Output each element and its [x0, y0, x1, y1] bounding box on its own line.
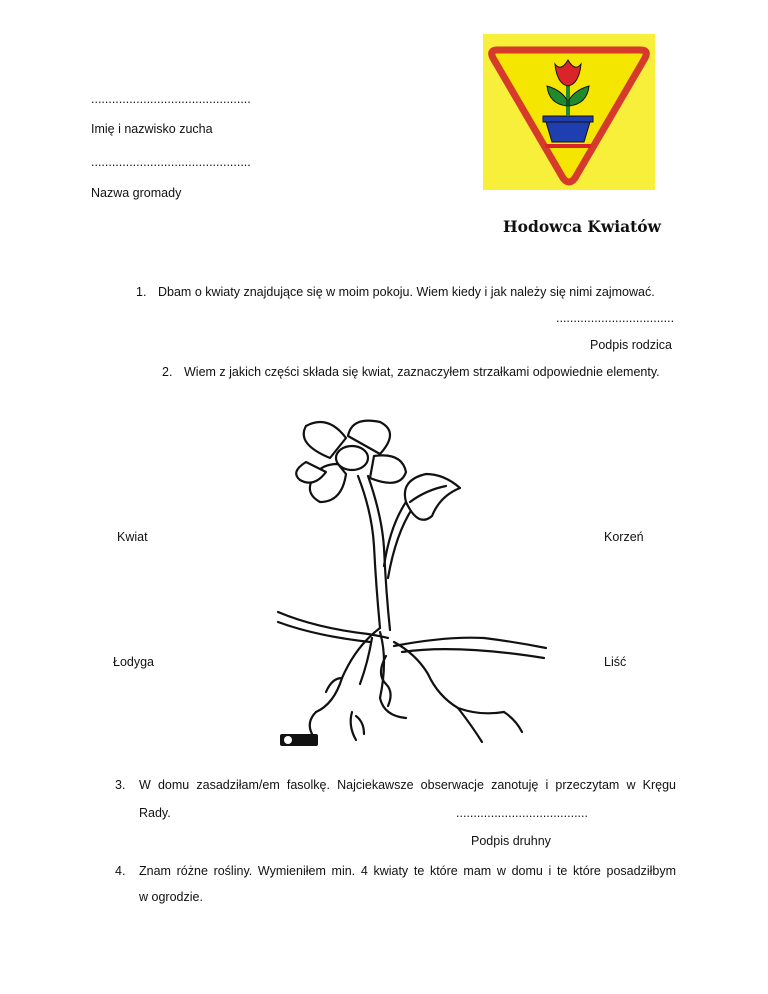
label-korzen: Korzeń: [604, 530, 644, 544]
item-1-dotted-line: ..................................: [556, 311, 675, 325]
item-1-signature-label: Podpis rodzica: [590, 338, 672, 352]
item-1-text: Dbam o kwiaty znajdujące się w moim pokoju. Wiem kiedy i jak należy się nimi zajmować.: [158, 285, 655, 299]
label-lisc: Liść: [604, 655, 627, 669]
group-label: Nazwa gromady: [91, 186, 182, 200]
item-4-line-2: w ogrodzie.: [139, 890, 203, 904]
label-lodyga: Łodyga: [113, 655, 155, 669]
item-4-line-1: Znam różne rośliny. Wymieniłem min. 4 kwiaty te które mam w domu i te które posadziłbym: [139, 864, 676, 878]
item-2-text: Wiem z jakich części składa się kwiat, zaznaczyłem strzałkami odpowiednie elementy.: [184, 365, 660, 379]
name-label: Imię i nazwisko zucha: [91, 122, 213, 136]
item-3-number: 3.: [115, 778, 126, 792]
page-title: Hodowca Kwiatów: [503, 217, 661, 236]
item-2-number: 2.: [162, 365, 173, 379]
group-dotted-line: ..............................................: [91, 155, 251, 169]
tulip-badge-icon: [483, 34, 655, 190]
name-dotted-line: ..............................................: [91, 92, 251, 106]
item-4-number: 4.: [115, 864, 126, 878]
item-3-dotted-line: ......................................: [456, 806, 588, 820]
item-3-line-2: Rady.: [139, 806, 171, 820]
item-3-line-1: W domu zasadziłam/em fasolkę. Najciekawsze obserwacje zanotuję i przeczytam w Kręgu: [139, 778, 676, 792]
item-3-signature-label: Podpis druhny: [471, 834, 551, 848]
label-kwiat: Kwiat: [117, 530, 148, 544]
plant-line-drawing: [276, 416, 548, 750]
item-1-number: 1.: [136, 285, 147, 299]
